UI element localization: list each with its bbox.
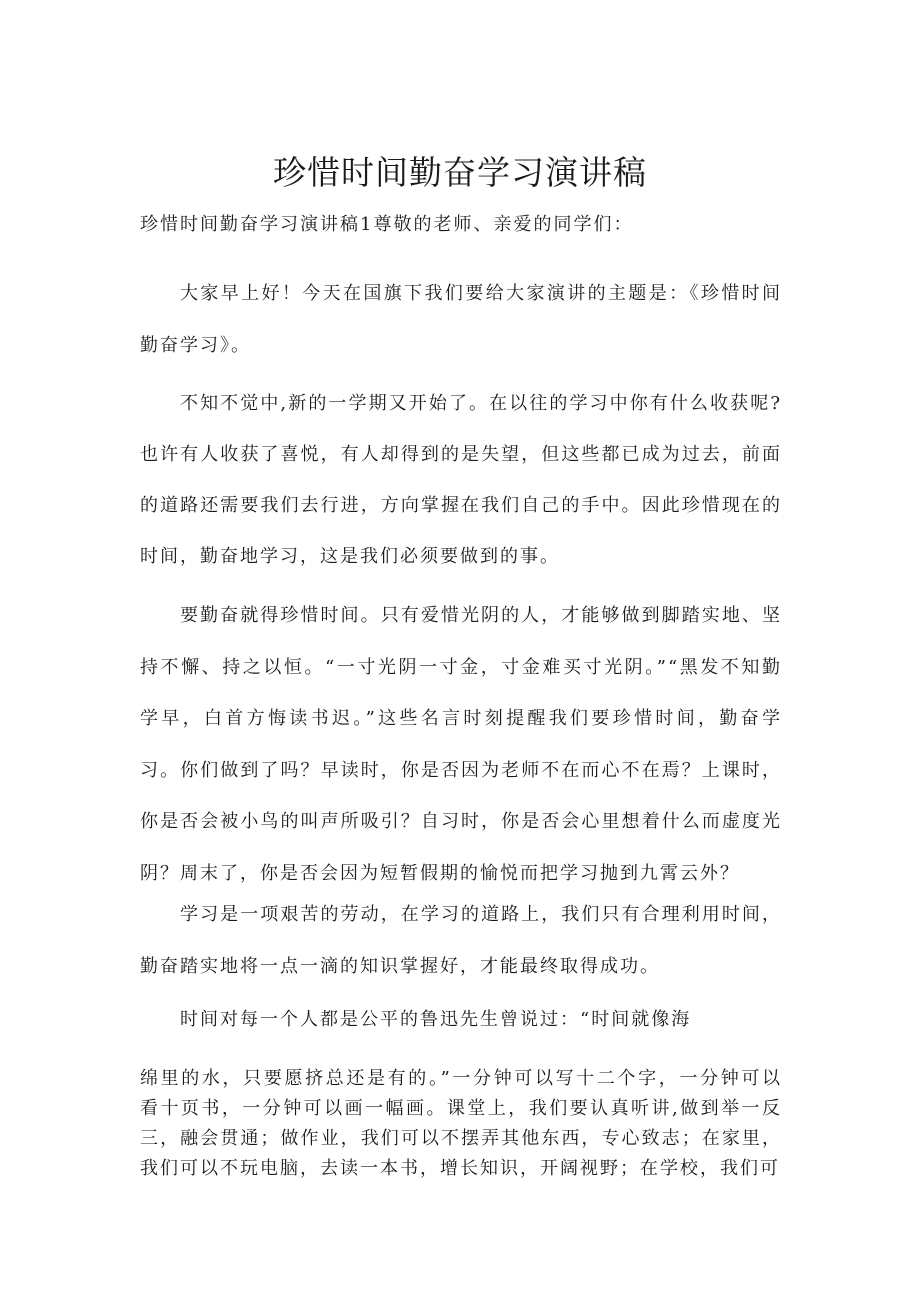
paragraph-cherish-time: 要勤奋就得珍惜时间。只有爱惜光阴的人，才能够做到脚踏实地、坚持不懈、持之以恒。“一寸光阴一寸金，寸金难买寸光阴。”“黑发不知勤学早，白首方悔读书迟。”这些名言时刻提醒我们要珍惜时间，勤奋学习。你们做到了吗？早读时，你是否因为老师不在而心不在焉？上课时，你是否会被小鸟的叫声所吸引？自习时，你是否会心里想着什么而虚度光阴？周末了，你是否会因为短暂假期的愉悦而把学习抛到九霄云外？	[140, 605, 782, 884]
paragraph-one-minute: 绵里的水，只要愿挤总还是有的。”一分钟可以写十二个字，一分钟可以看十页书，一分钟可以画一幅画。课堂上，我们要认真听讲,做到举一反三，融会贯通；做作业，我们可以不摆弄其他东西，专心致志；在家里，我们可以不玩电脑，去读一本书，增长知识，开阔视野；在学校，我们可	[140, 1068, 782, 1179]
paragraph-hard-work: 学习是一项艰苦的劳动，在学习的道路上，我们只有合理利用时间，勤奋踏实地将一点一滴的知识掌握好，才能最终取得成功。	[140, 904, 782, 977]
paragraph-new-semester: 不知不觉中,新的一学期又开始了。在以往的学习中你有什么收获呢?也许有人收获了喜悦，有人却得到的是失望，但这些都已成为过去，前面的道路还需要我们去行进，方向掌握在我们自己的手中。因此珍惜现在的时间，勤奋地学习，这是我们必须要做到的事。	[140, 393, 782, 567]
paragraph-lu-xun-quote: 时间对每一个人都是公平的鲁迅先生曾说过：“时间就像海	[180, 1009, 692, 1030]
paragraph-opening: 大家早上好！今天在国旗下我们要给大家演讲的主题是：《珍惜时间勤奋学习》。	[140, 283, 782, 356]
paragraph-greeting: 珍惜时间勤奋学习演讲稿1尊敬的老师、亲爱的同学们：	[140, 214, 634, 235]
document-title: 珍惜时间勤奋学习演讲稿	[273, 153, 647, 192]
